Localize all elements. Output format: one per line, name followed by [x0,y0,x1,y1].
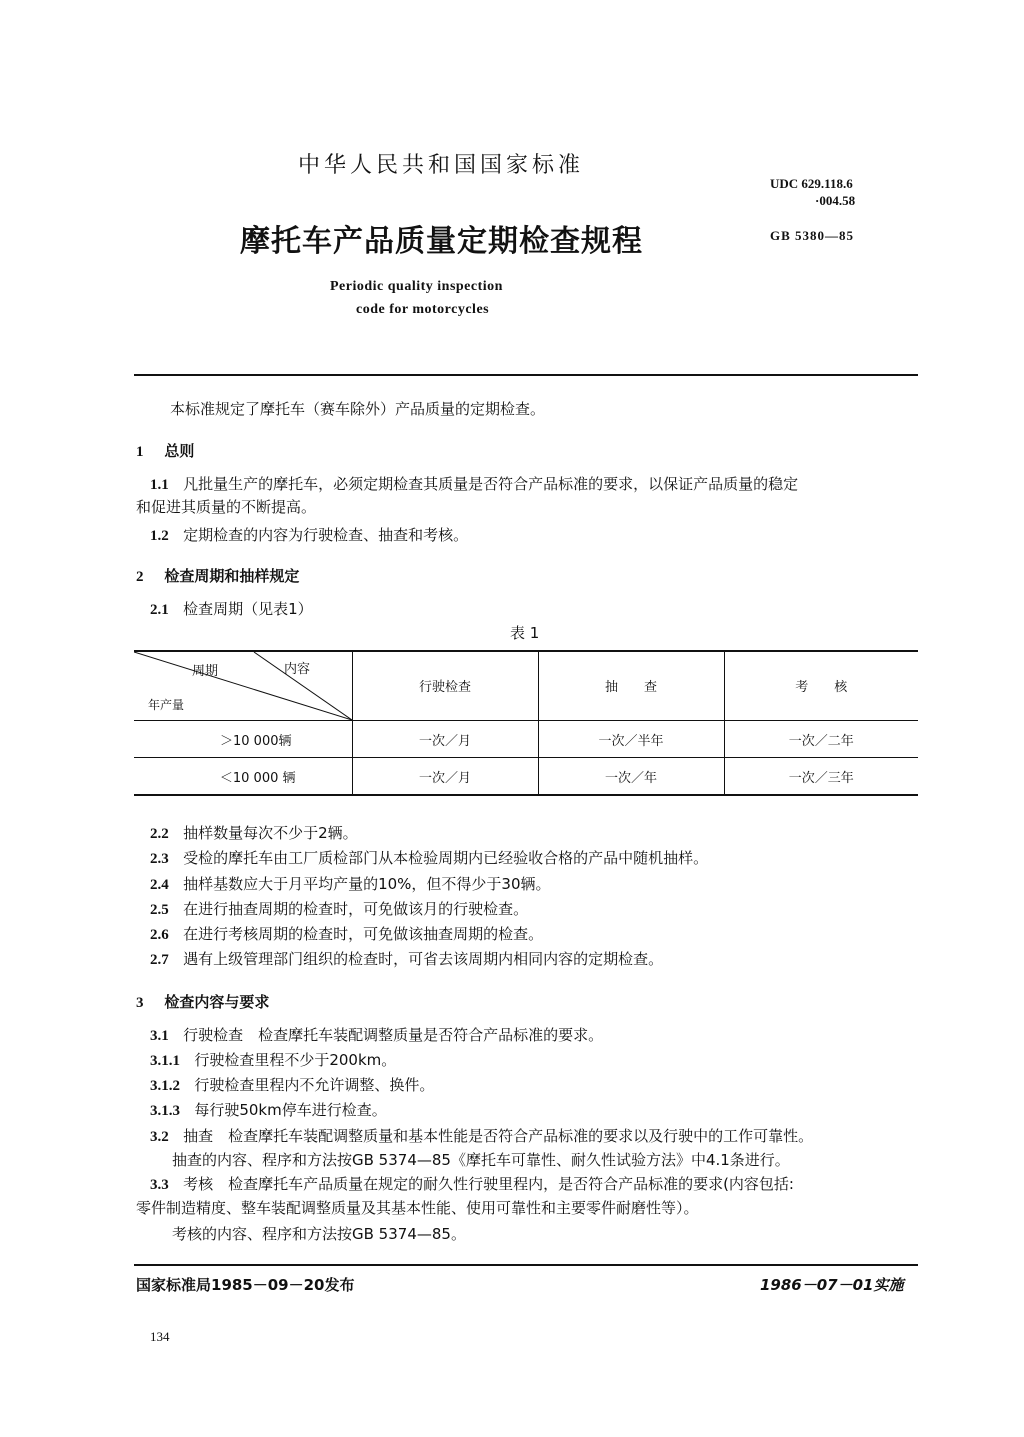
footer-divider [134,1264,918,1266]
english-title-line-1: Periodic quality inspection [330,279,503,294]
table-cell: 一次／三年 [724,758,918,795]
clause-1-2 [150,525,468,546]
clause-text: 抽样数量每次不少于2辆。 [183,824,358,842]
section-title: 检查周期和抽样规定 [164,567,300,585]
clause-text: 行驶检查里程不少于200km。 [194,1051,397,1069]
table-bottom-rule [134,794,918,796]
clause-text: 每行驶50km停车进行检查。 [194,1101,387,1119]
clause-2-5 [150,899,528,920]
clause-number: 3.2 [150,1129,169,1145]
gb-number: GB 5380—85 [770,228,855,243]
clause-2-1 [150,599,313,620]
clause-3-2 [150,1126,813,1147]
clause-text: 在进行抽查周期的检查时，可免做该月的行驶检查。 [183,900,529,918]
clause-text: 凡批量生产的摩托车，必须定期检查其质量是否符合产品标准的要求，以保证产品质量的稳定 [183,475,799,493]
clause-text: 行驶检查里程内不允许调整、换件。 [194,1076,435,1094]
udc-code-suffix: ·004.58 [815,193,856,208]
section-2-heading [136,566,299,587]
corner-label-output: 年产量 [148,698,185,712]
clause-1-1-continued: 和促进其质量的不断提高。 [136,498,317,516]
section-title: 总则 [164,442,195,460]
clause-number: 2.7 [150,952,169,968]
table-corner-cell [134,650,352,721]
table-cell: 一次／半年 [538,721,724,758]
clause-text: 遇有上级管理部门组织的检查时，可省去该周期内相同内容的定期检查。 [183,950,664,968]
clause-3-1-1 [150,1050,396,1071]
clause-text: 检查周期（见表1） [183,600,313,618]
clause-number: 2.4 [150,877,169,893]
table-cell: 一次／年 [538,758,724,795]
header-divider [134,374,918,376]
english-title-line-2: code for motorcycles [356,302,490,317]
document-title: 摩托车产品质量定期检查规程 [240,224,643,259]
clause-number: 1.2 [150,528,169,544]
clause-text: 定期检查的内容为行驶检查、抽查和考核。 [183,526,469,544]
column-header: 抽 查 [538,650,724,721]
corner-label-period: 周期 [192,664,219,679]
clause-text: 考核 检查摩托车产品质量在规定的耐久性行驶里程内，是否符合产品标准的要求(内容包括: [183,1175,794,1193]
section-title: 检查内容与要求 [164,993,270,1011]
column-header: 行驶检查 [352,650,538,721]
clause-text: 行驶检查 检查摩托车装配调整质量是否符合产品标准的要求。 [183,1026,604,1044]
table-cell: 一次／二年 [724,721,918,758]
clause-3-3-reference: 考核的内容、程序和方法按GB 5374—85。 [172,1225,466,1243]
clause-number: 3.1 [150,1028,169,1044]
clause-number: 3.1.2 [150,1078,180,1094]
page-number: 134 [150,1329,170,1344]
table-cell: 一次／月 [352,721,538,758]
clause-number: 2.5 [150,902,169,918]
section-number: 2 [136,569,144,585]
table-row [134,758,918,795]
clause-2-6 [150,924,543,945]
clause-number: 2.6 [150,927,169,943]
clause-3-1 [150,1025,603,1046]
inspection-period-table [134,650,918,794]
clause-text: 抽查 检查摩托车装配调整质量和基本性能是否符合产品标准的要求以及行驶中的工作可靠性。 [183,1127,814,1145]
intro-paragraph: 本标准规定了摩托车（赛车除外）产品质量的定期检查。 [170,400,546,418]
clause-3-1-3 [150,1100,387,1121]
clause-3-3 [150,1174,794,1195]
clause-text: 在进行考核周期的检查时，可免做该抽查周期的检查。 [183,925,544,943]
clause-3-2-continued: 抽查的内容、程序和方法按GB 5374—85《摩托车可靠性、耐久性试验方法》中4.1条进行。 [172,1151,790,1169]
table-cell: 一次／月 [352,758,538,795]
table-caption: 表 1 [510,624,540,642]
clause-text: 抽样基数应大于月平均产量的10%，但不得少于30辆。 [183,875,551,893]
effective-date: 1986－07－01实施 [760,1276,904,1294]
clause-number: 3.1.1 [150,1053,180,1069]
clause-number: 2.3 [150,851,169,867]
section-1-heading [136,441,194,462]
clause-number: 3.3 [150,1177,169,1193]
clause-number: 2.1 [150,602,169,618]
clause-3-3-continued: 零件制造精度、整车装配调整质量及其基本性能、使用可靠性和主要零件耐磨性等）。 [136,1199,699,1217]
row-label: ＞10 000辆 [134,721,352,758]
issue-date: 国家标准局1985－09－20发布 [136,1276,355,1294]
clause-3-1-2 [150,1075,434,1096]
table-row [134,721,918,758]
nation-standard-heading: 中华人民共和国国家标准 [298,153,585,178]
clause-text: 受检的摩托车由工厂质检部门从本检验周期内已经验收合格的产品中随机抽样。 [183,849,709,867]
clause-number: 3.1.3 [150,1103,180,1119]
clause-2-4 [150,874,551,895]
clause-2-7 [150,949,663,970]
clause-2-3 [150,848,708,869]
section-number: 1 [136,444,144,460]
clause-2-2 [150,823,358,844]
row-label: ＜10 000 辆 [219,770,296,786]
section-number: 3 [136,995,144,1011]
clause-number: 2.2 [150,826,169,842]
table-header-row [134,650,918,721]
udc-code: UDC 629.118.6 [770,176,853,191]
corner-label-content: 内容 [284,662,311,677]
section-3-heading [136,992,269,1013]
column-header: 考 核 [724,650,918,721]
clause-number: 1.1 [150,477,169,493]
clause-1-1 [150,474,798,495]
